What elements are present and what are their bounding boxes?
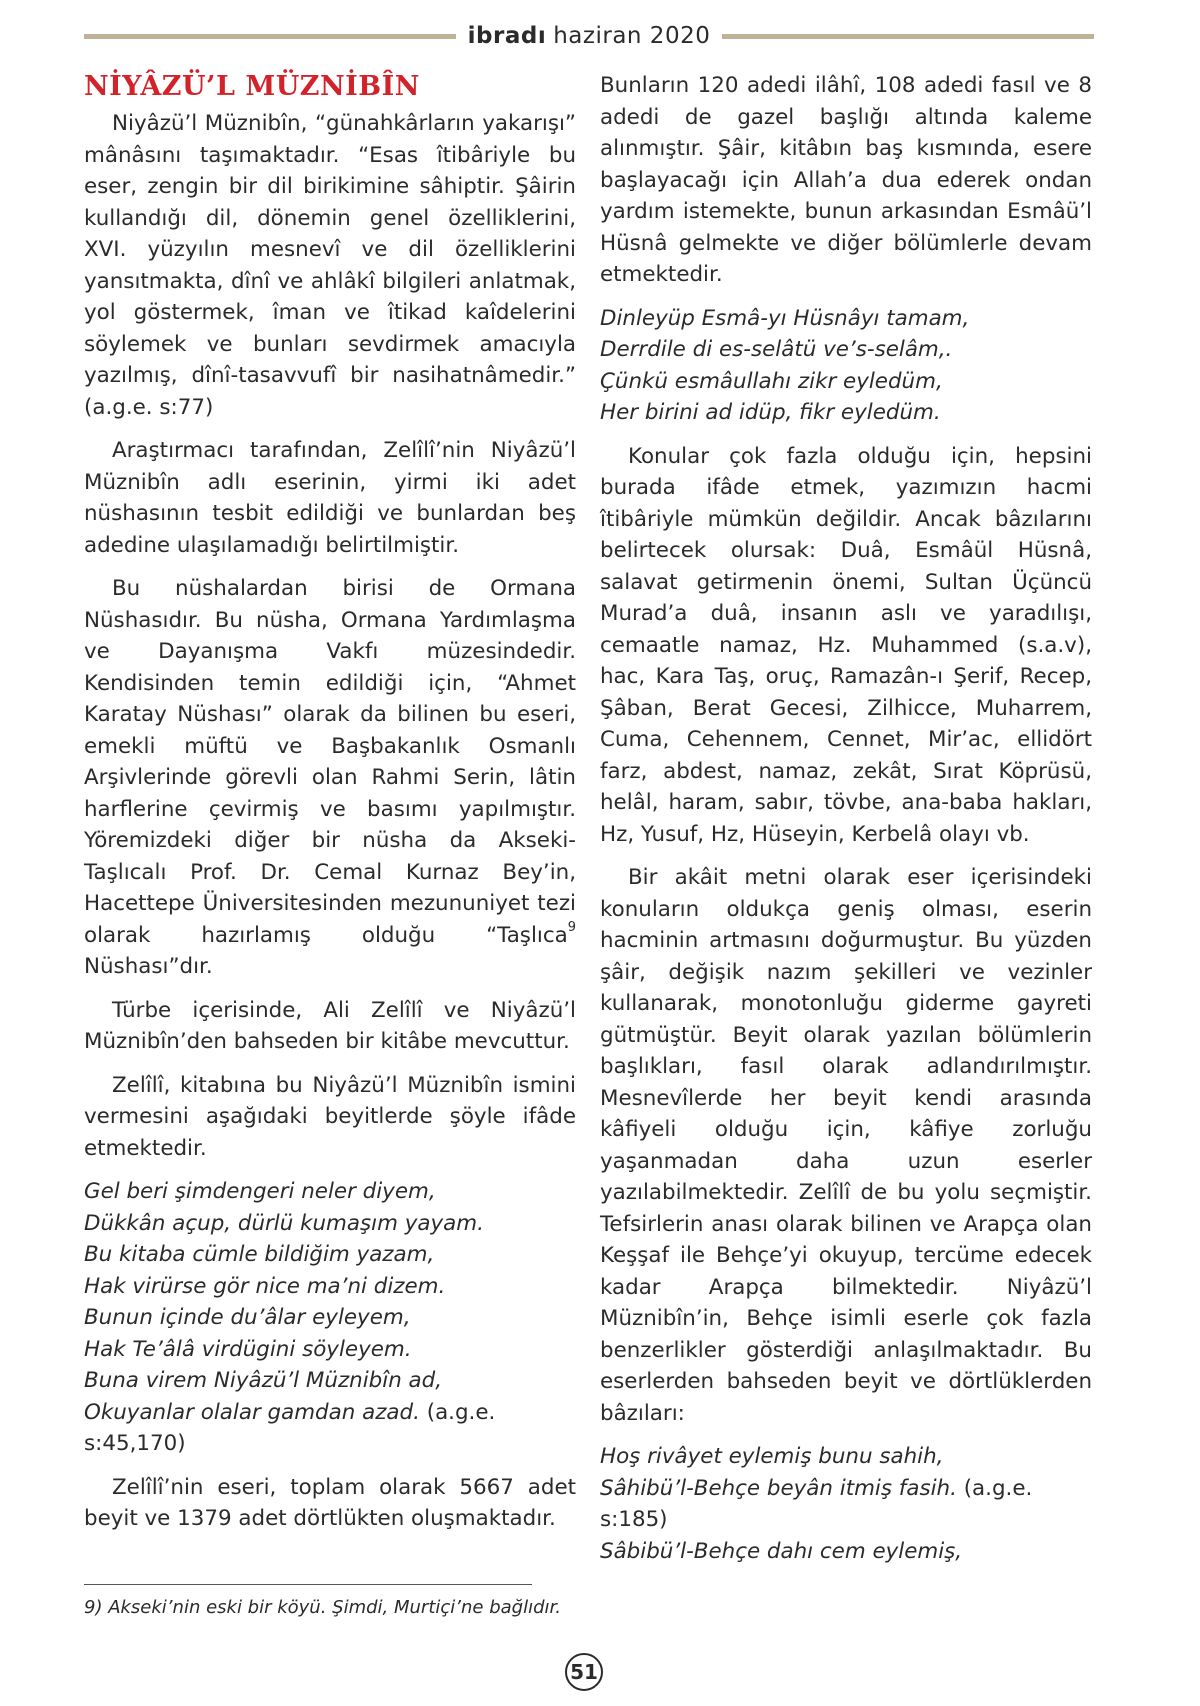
header-text xyxy=(456,23,723,49)
paragraph-text: Bu nüshalardan birisi de Ormana Nüshasıdır. Bu nüsha, Ormana Yardımlaşma ve Dayanışma Vakfı müzesindedir. Kendisinden temin edildiği için, “Ahmet Karatay Nüshası” olarak da bilinen bu eseri, emekli müftü ve Başbakanlık Osmanlı Arşivlerinde görevli olan Rahmi Serin, lâtin harflerine çevirmiş ve basımı yapılmıştır. Yöremizdeki diğer bir nüsha da Akseki-Taşlıcalı Prof. Dr. Cemal Kurnaz Bey’in, Hacettepe Üniversitesinden mezununiyet tezi olarak hazırlamış olduğu “Taşlıca xyxy=(84,576,576,948)
paragraph-text: Nüshası”dır. xyxy=(84,954,213,979)
verse-line: Buna virem Niyâzü’l Müznibîn ad, xyxy=(84,1368,443,1393)
verse-line: Dinleyüp Esmâ-yı Hüsnâyı tamam, xyxy=(600,305,970,331)
verse-text: Okuyanlar olalar gamdan azad. xyxy=(84,1399,420,1425)
verse-line: Derrdile di es-selâtü ve’s-selâm,. xyxy=(600,337,953,362)
verse-line: Çünkü esmâullahı zikr eyledüm, xyxy=(600,368,943,394)
verse-text: Sâhibü’l-Behçe beyân itmiş fasih. xyxy=(600,1475,957,1501)
verse-block xyxy=(600,1441,1092,1567)
verse-line: Dükkân açup, dürlü kumaşım yayam. xyxy=(84,1210,484,1236)
verse-line xyxy=(600,1473,1092,1505)
issue-date: haziran 2020 xyxy=(553,23,711,49)
verse-line: Bu kitaba cümle bildiğim yazam, xyxy=(84,1242,435,1267)
verse-line: Gel beri şimdengeri neler diyem, xyxy=(84,1179,436,1204)
paragraph: Türbe içerisinde, Ali Zelîlî ve Niyâzü’l Müznibîn’den bahseden bir kitâbe mevcuttur. xyxy=(84,997,576,1054)
page-number: 51 xyxy=(565,1653,603,1691)
verse-line: Hak Te’âlâ virdügini söyleyem. xyxy=(84,1336,412,1362)
verse-line: Her birini ad idüp, fikr eyledüm. xyxy=(600,400,941,425)
article-title: NİYÂZÜ’L MÜZNİBÎN xyxy=(84,71,420,102)
verse-line: Hoş rivâyet eylemiş bunu sahih, xyxy=(600,1444,944,1469)
footnote-ref: 9 xyxy=(567,920,576,936)
running-header xyxy=(84,22,1094,50)
citation: s:45,170) xyxy=(84,1431,186,1456)
paragraph: Bunların 120 adedi ilâhî, 108 adedi fasıl ve 8 adedi de gazel başlığı altında kaleme alınmıştır. Şâir, kitâbın baş kısmında, esere başlayacağı için Allah’a dua ederek ondan yardım istemekte, bunun arkasından Esmâü’l Hüsnâ gelmekte ve diğer bölümlerle devam etmektedir. xyxy=(600,73,1092,287)
header-rule-right xyxy=(722,34,1094,39)
footnote-divider xyxy=(84,1584,532,1585)
left-column xyxy=(84,70,576,1547)
paragraph: Zelîlî’nin eseri, toplam olarak 5667 adet beyit ve 1379 adet dörtlükten oluşmaktadır. xyxy=(84,1474,576,1531)
citation: s:185) xyxy=(600,1507,668,1532)
right-column xyxy=(600,70,1092,1579)
citation: (a.g.e. xyxy=(956,1475,1033,1501)
paragraph: Zelîlî, kitabına bu Niyâzü’l Müznibîn ismini vermesini aşağıdaki beyitlerde şöyle ifâde etmektedir. xyxy=(84,1072,576,1161)
paragraph: Niyâzü’l Müznibîn, “günahkârların yakarışı” mânâsını taşımaktadır. “Esas îtibâriyle bu eser, zengin bir dil birikimine sâhiptir. Şâirin kullandığı dil, dönemin genel özelliklerini, XVI. yüzyılın mesnevî ve dil özelliklerini yansıtmakta, dînî ve ahlâkî bilgileri anlatmak, yol göstermek, îman ve îtikad kaîdelerini söylemek ve bunları sevdirmek amacıyla yazılmış, dînî-tasavvufî bir nasihatnâmedir.” (a.g.e. s:77) xyxy=(84,111,576,420)
footnote: 9) Akseki’nin eski bir köyü. Şimdi, Murtiçi’ne bağlıdır. xyxy=(84,1597,561,1618)
verse-line xyxy=(84,1397,576,1429)
verse-line: Bunun içinde du’âlar eyleyem, xyxy=(84,1305,411,1330)
paragraph: Bir akâit metni olarak eser içerisindeki konuların oldukça geniş olması, eserin hacminin artmasını doğurmuştur. Bu yüzden şâir, değişik nazım şekilleri ve vezinler kullanarak, monotonluğu giderme gayreti gütmüştür. Beyit olarak yazılan bölümlerin başlıkları, fasıl olarak adlandırılmıştır. Mesnevîlerde her beyit kendi arasında kâfiyeli olduğu için, kâfiye zorluğu yaşanmadan daha uzun eserler yazılabilmektedir. Zelîlî de bu yolu seçmiştir. Tefsirlerin anası olarak bilinen ve Arapça olan Keşşaf ile Behçe’yi okuyup, tercüme edecek kadar Arapça bilmektedir. Niyâzü’l Müznibîn’in, Behçe isimli eserle çok fazla benzerlikler gösterdiği anlaşılmaktadır. Bu eserlerden bahseden beyit ve dörtlüklerden bâzıları: xyxy=(600,865,1092,1426)
paragraph: Konular çok fazla olduğu için, hepsini burada ifâde etmek, yazımızın hacmi îtibâriyle mümkün değildir. Ancak bâzılarını belirtecek olursak: Duâ, Esmâül Hüsnâ, salavat getirmenin önemi, Sultan Üçüncü Murad’a duâ, insanın aslı ve yaradılışı, cemaatle namaz, Hz. Muhammed (s.a.v), hac, Kara Taş, oruç, Ramazân-ı Şerif, Recep, Şâban, Berat Gecesi, Zilhicce, Muharrem, Cuma, Cehennem, Cennet, Mir’ac, ellidört farz, abdest, namaz, zekât, Sırat Köprüsü, helâl, haram, sabır, tövbe, ana-baba hakları, Hz, Yusuf, Hz, Hüseyin, Kerbelâ olayı vb. xyxy=(600,443,1092,847)
magazine-name: ibradı xyxy=(467,23,547,49)
verse-block xyxy=(84,1176,576,1460)
verse-line: Hak virürse gör nice ma’ni dizem. xyxy=(84,1273,446,1299)
paragraph: Araştırmacı tarafından, Zelîlî’nin Niyâzü’l Müznibîn adlı eserinin, yirmi iki adet nüshasının tesbit edildiği ve bunlardan beş adedine ulaşılamadığı belirtilmiştir. xyxy=(84,438,576,558)
verse-line: Sâbibü’l-Behçe dahı cem eylemiş, xyxy=(600,1538,963,1564)
header-rule-left xyxy=(84,34,456,39)
verse-block xyxy=(600,303,1092,429)
citation: (a.g.e. xyxy=(419,1399,496,1425)
paragraph xyxy=(84,573,576,983)
